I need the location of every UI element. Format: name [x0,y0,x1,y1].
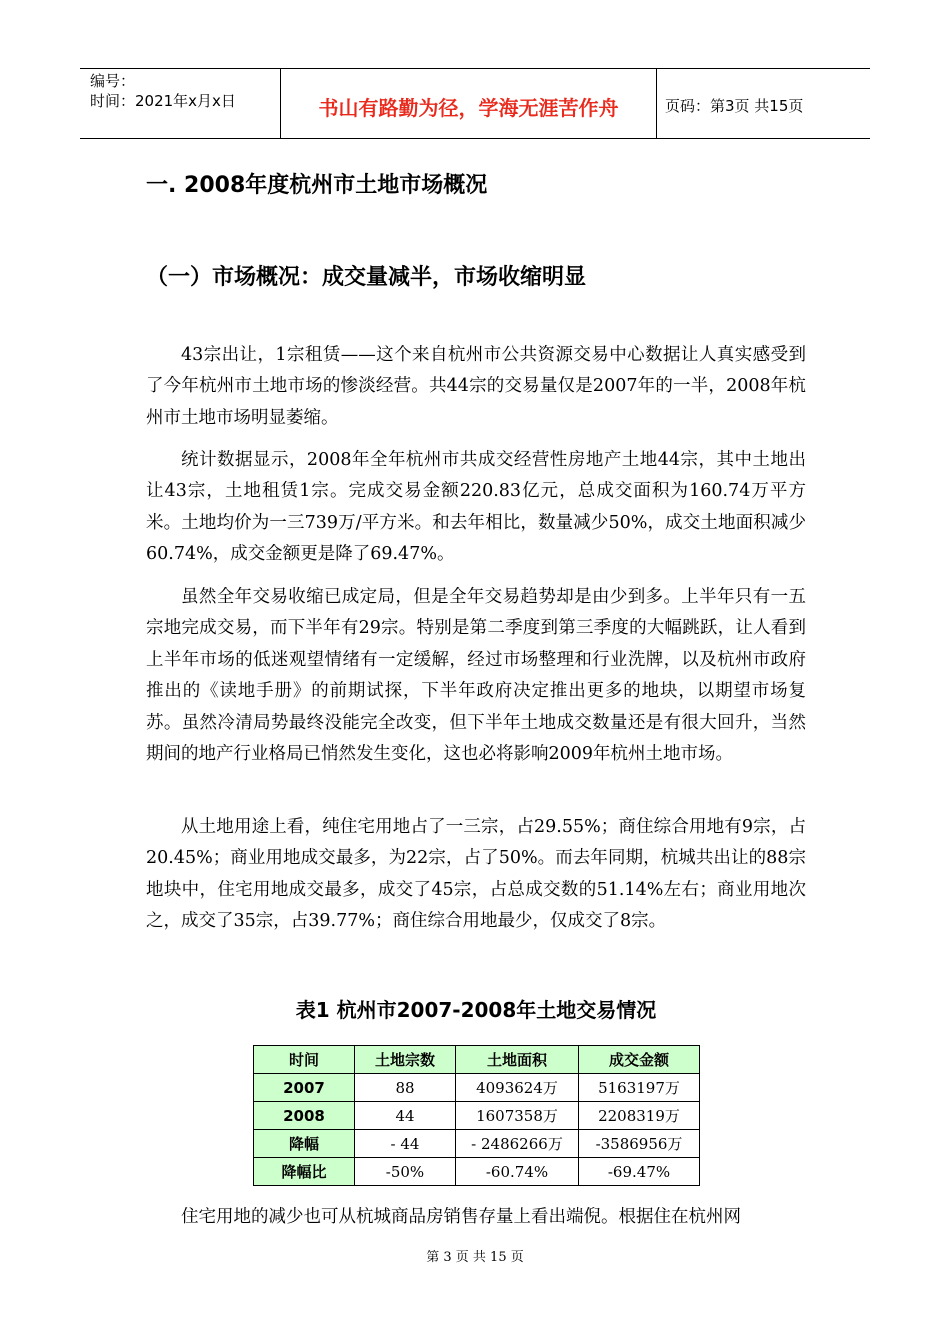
table-row [254,1158,700,1186]
table-cell: 88 [355,1074,456,1102]
paragraph-1: 43宗出让，1宗租赁——这个来自杭州市公共资源交易中心数据让人真实感受到了今年杭州市土地市场的惨淡经营。共44宗的交易量仅是2007年的一半，2008年杭州市土地市场明显萎缩。 [146,345,806,428]
subsection-title: （一）市场概况：成交量减半，市场收缩明显 [146,265,587,290]
paragraph-5: 住宅用地的减少也可从杭城商品房销售存量上看出端倪。根据住在杭州网 [181,1207,741,1227]
paragraph-2: 统计数据显示，2008年全年杭州市共成交经营性房地产土地44宗，其中土地出让43宗，土地租赁1宗。完成交易金额220.83亿元，总成交面积为160.74万平方米。土地均价为一三739万/平方米。和去年相比，数量减少50%，成交土地面积减少60.74%，成交金额更是降了69.47%。 [146,450,806,565]
table-cell: -69.47% [579,1158,700,1186]
table-cell: -50% [355,1158,456,1186]
table-row [254,1130,700,1158]
table-cell: 降幅比 [254,1158,355,1186]
table-cell: 5163197万 [579,1074,700,1102]
date-label: 时间：2021年x月x日 [90,92,236,110]
paragraph-3: 虽然全年交易收缩已成定局，但是全年交易趋势却是由少到多。上半年只有一五宗地完成交易，而下半年有29宗。特别是第二季度到第三季度的大幅跳跃，让人看到上半年市场的低迷观望情绪有一定缓解，经过市场整理和行业洗牌，以及杭州市政府推出的《读地手册》的前期试探，下半年政府决定推出更多的地块，以期望市场复苏。虽然冷清局势最终没能完全改变，但下半年土地成交数量还是有很大回升，当然期间的地产行业格局已悄然发生变化，这也必将影响2009年杭州土地市场。 [146,587,806,765]
table-cell: - 44 [355,1130,456,1158]
table-cell: 2007 [254,1074,355,1102]
page-header [80,68,870,139]
table-row [254,1074,700,1102]
table-cell: -3586956万 [579,1130,700,1158]
table-cell: 4093624万 [456,1074,579,1102]
table-cell: 44 [355,1102,456,1130]
table-cell: 1607358万 [456,1102,579,1130]
page-footer: 第 3 页 共 15 页 [426,1250,524,1265]
table-row [254,1102,700,1130]
header-meta [80,69,281,138]
paragraph-4: 从土地用途上看，纯住宅用地占了一三宗，占29.55%；商住综合用地有9宗，占20.45%；商业用地成交最多，为22宗，占了50%。而去年同期，杭城共出让的88宗地块中，住宅用地成交最多，成交了45宗，占总成交数的51.14%左右；商业用地次之，成交了35宗，占39.77%；商住综合用地最少，仅成交了8宗。 [146,817,806,932]
col-header-count: 土地宗数 [355,1046,456,1074]
table-caption: 表1 杭州市2007-2008年土地交易情况 [295,998,657,1022]
land-trade-table [253,1045,700,1186]
table-cell: 2208319万 [579,1102,700,1130]
header-motto: 书山有路勤为径，学海无涯苦作舟 [281,69,657,138]
table-cell: 2008 [254,1102,355,1130]
col-header-time: 时间 [254,1046,355,1074]
col-header-amount: 成交金额 [579,1046,700,1074]
header-page-info: 页码：第3页 共15页 [665,97,804,115]
table-header-row [254,1046,700,1074]
table-cell: -60.74% [456,1158,579,1186]
table-cell: 降幅 [254,1130,355,1158]
number-label: 编号： [90,72,136,90]
col-header-area: 土地面积 [456,1046,579,1074]
section-title: 一. 2008年度杭州市土地市场概况 [146,173,488,198]
table-cell: - 2486266万 [456,1130,579,1158]
